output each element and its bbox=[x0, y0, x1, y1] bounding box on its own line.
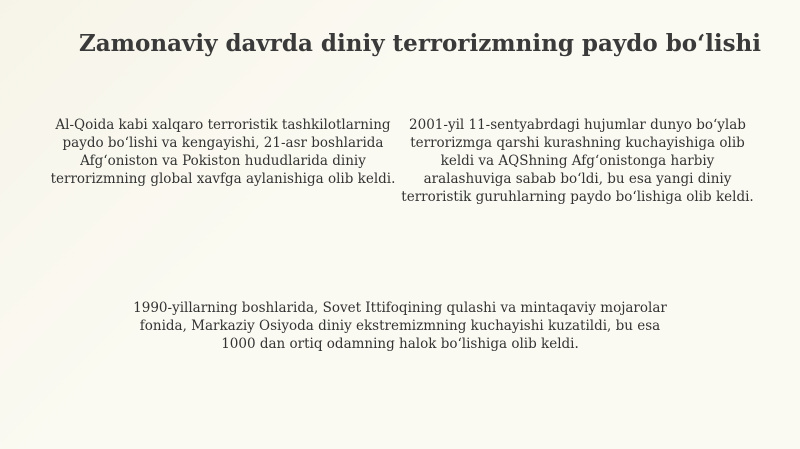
paragraph-al-qaeda: Al-Qoida kabi xalqaro terroristik tashkilotlarning paydo bo‘lishi va kengayishi, 21-asr boshlarida Afg‘oniston va Pokiston hududlarida diniy terrorizmning global xavfga aylanishiga olib keldi. bbox=[50, 117, 396, 187]
slide-title: Zamonaviy davrda diniy terrorizmning paydo bo‘lishi bbox=[78, 30, 762, 57]
paragraph-central-asia: 1990-yillarning boshlarida, Sovet Ittifoqining qulashi va mintaqaviy mojarolar fonida, Markaziy Osiyoda diniy ekstremizmning kuchayishi kuzatildi, bu esa 1000 dan ortiq odamning halok bo‘lishiga olib keldi. bbox=[133, 300, 667, 352]
paragraph-september-11: 2001-yil 11-sentyabrdagi hujumlar dunyo bo‘ylab terrorizmga qarshi kurashning kuchayishiga olib keldi va AQShning Afg‘onistonga harbiy aralashuviga sabab bo‘ldi, bu esa yangi diniy terroristik guruhlarning paydo bo‘lishiga olib keldi. bbox=[401, 117, 754, 205]
